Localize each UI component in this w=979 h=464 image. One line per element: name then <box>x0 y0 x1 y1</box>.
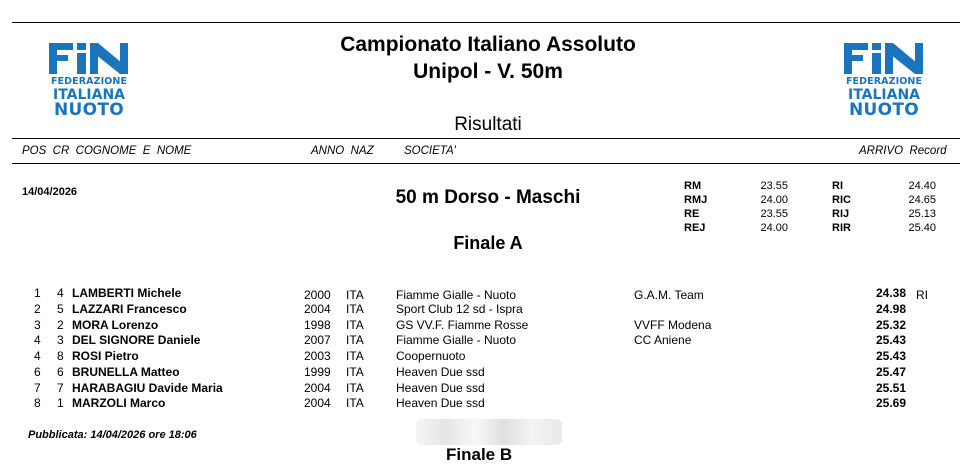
record-value: 24.65 <box>908 194 936 206</box>
logo-text-line-1: FEDERAZIONE <box>50 76 128 87</box>
header-rule-top <box>12 138 960 139</box>
result-nation: ITA <box>346 365 364 379</box>
result-club: Heaven Due ssd <box>396 365 485 379</box>
result-club: Heaven Due ssd <box>396 396 485 410</box>
result-birth-year: 1998 <box>304 318 331 332</box>
header-rule-bottom <box>12 163 960 164</box>
record-label: RIJ <box>832 208 850 220</box>
result-time: 25.32 <box>876 318 907 332</box>
result-lane: 3 <box>57 333 64 347</box>
result-athlete-name: LAMBERTI Michele <box>72 286 182 300</box>
result-athlete-name: HARABAGIU Davide Maria <box>72 381 223 395</box>
fin-logo-mark <box>843 42 925 76</box>
column-header-arrivo-record: ARRIVO Record <box>859 145 947 157</box>
record-value: 24.40 <box>908 180 936 192</box>
result-row <box>0 286 979 302</box>
result-nation: ITA <box>346 302 364 316</box>
result-row <box>0 381 979 397</box>
result-club: Fiamme Gialle - Nuoto <box>396 288 517 302</box>
result-athlete-name: BRUNELLA Matteo <box>72 365 180 379</box>
result-pos: 6 <box>34 365 41 379</box>
result-birth-year: 2007 <box>304 333 331 347</box>
result-birth-year: 2000 <box>304 288 331 302</box>
result-pos: 3 <box>34 318 41 332</box>
result-nation: ITA <box>346 333 364 347</box>
result-pos: 8 <box>34 396 41 410</box>
result-club-secondary: VVFF Modena <box>634 318 712 332</box>
record-label: RIC <box>832 194 851 206</box>
result-lane: 5 <box>57 302 64 316</box>
result-club: Coopernuoto <box>396 349 466 363</box>
result-club: Heaven Due ssd <box>396 381 485 395</box>
record-label: REJ <box>684 222 706 234</box>
championship-subtitle: Unipol - V. 50m <box>413 60 563 83</box>
result-time: 25.43 <box>876 349 907 363</box>
result-time: 25.51 <box>876 381 907 395</box>
result-time: 24.98 <box>876 302 907 316</box>
result-time: 24.38 <box>876 286 907 300</box>
column-header-anno-naz: ANNO NAZ <box>311 145 374 157</box>
result-pos: 4 <box>34 349 41 363</box>
record-value: 23.55 <box>760 208 788 220</box>
result-birth-year: 2004 <box>304 381 331 395</box>
championship-title: Campionato Italiano Assoluto <box>340 33 636 56</box>
top-rule <box>12 22 960 23</box>
record-value: 24.00 <box>760 222 788 234</box>
result-club: GS VV.F. Fiamme Rosse <box>396 318 529 332</box>
result-record-badge: RI <box>916 288 928 302</box>
logo-text-line-2: ITALIANA <box>52 87 126 103</box>
record-label: RM <box>684 180 702 192</box>
event-name: 50 m Dorso - Maschi <box>395 187 581 208</box>
result-time: 25.47 <box>876 365 907 379</box>
record-value: 23.55 <box>760 180 788 192</box>
logo-text-line-2: ITALIANA <box>847 87 921 103</box>
result-pos: 4 <box>34 333 41 347</box>
result-club: Sport Club 12 sd - Ispra <box>396 302 523 316</box>
result-pos: 7 <box>34 381 41 395</box>
record-value: 25.13 <box>908 208 936 220</box>
column-header-name: POS CR COGNOME E NOME <box>22 145 192 157</box>
record-label: RIR <box>832 222 851 234</box>
result-nation: ITA <box>346 396 364 410</box>
blurred-watermark <box>416 419 562 445</box>
result-time: 25.69 <box>876 396 907 410</box>
logo-text-line-3: NUOTO <box>53 100 125 120</box>
record-value: 24.00 <box>760 194 788 206</box>
result-club: Fiamme Gialle - Nuoto <box>396 333 517 347</box>
result-lane: 2 <box>57 318 64 332</box>
result-nation: ITA <box>346 349 364 363</box>
column-header-societa: SOCIETA' <box>404 145 456 157</box>
fin-logo-right <box>843 42 925 118</box>
record-label: RMJ <box>684 194 708 206</box>
result-club-secondary: CC Aniene <box>634 333 692 347</box>
section-title: Risultati <box>454 114 522 135</box>
result-lane: 1 <box>57 396 64 410</box>
record-label: RI <box>832 180 843 192</box>
result-athlete-name: LAZZARI Francesco <box>72 302 187 316</box>
result-time: 25.43 <box>876 333 907 347</box>
result-athlete-name: ROSI Pietro <box>72 349 139 363</box>
result-club-secondary: G.A.M. Team <box>634 288 704 302</box>
next-phase-heading: Finale B <box>446 445 513 464</box>
event-phase: Finale A <box>453 233 523 253</box>
result-athlete-name: MORA Lorenzo <box>72 318 159 332</box>
result-row <box>0 302 979 318</box>
result-birth-year: 2003 <box>304 349 331 363</box>
result-row <box>0 396 979 412</box>
result-birth-year: 2004 <box>304 396 331 410</box>
result-birth-year: 1999 <box>304 365 331 379</box>
logo-text-line-1: FEDERAZIONE <box>845 76 923 87</box>
result-lane: 8 <box>57 349 64 363</box>
result-nation: ITA <box>346 318 364 332</box>
result-row <box>0 333 979 349</box>
result-row <box>0 365 979 381</box>
record-value: 25.40 <box>908 222 936 234</box>
result-birth-year: 2004 <box>304 302 331 316</box>
fin-logo-mark <box>48 42 130 76</box>
result-nation: ITA <box>346 381 364 395</box>
fin-logo-left <box>48 42 130 118</box>
result-row <box>0 318 979 334</box>
result-nation: ITA <box>346 288 364 302</box>
result-pos: 1 <box>34 286 41 300</box>
event-date: 14/04/2026 <box>22 186 78 198</box>
result-pos: 2 <box>34 302 41 316</box>
published-timestamp: Pubblicata: 14/04/2026 ore 18:06 <box>28 429 197 441</box>
result-athlete-name: DEL SIGNORE Daniele <box>72 333 201 347</box>
result-lane: 4 <box>57 286 64 300</box>
logo-text-line-3: NUOTO <box>848 100 920 120</box>
result-lane: 6 <box>57 365 64 379</box>
result-row <box>0 349 979 365</box>
record-label: RE <box>684 208 700 220</box>
result-athlete-name: MARZOLI Marco <box>72 396 166 410</box>
result-lane: 7 <box>57 381 64 395</box>
